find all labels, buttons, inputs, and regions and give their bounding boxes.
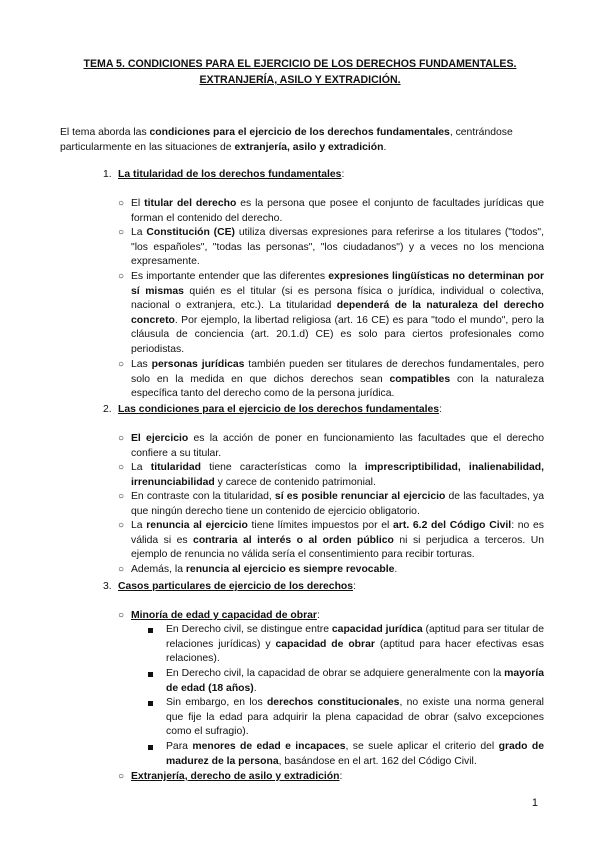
- text-run: tiene límites impuestos por el: [247, 520, 394, 531]
- text-run: . Por ejemplo, la libertad religiosa (art. 16 CE) es para "todo el mundo", pero la cláusula de conciencia (art. 20.1.d) CE) es solo para ciertos profesionales como periodistas.: [131, 314, 544, 355]
- s3-bullet-3: [166, 696, 544, 740]
- text-run: tiene características como la: [200, 462, 365, 473]
- text-run: de las facultades, ya que ningún derecho tiene un contenido de ejercicio obligatorio.: [131, 491, 545, 517]
- text-run: La: [131, 520, 147, 531]
- s1-item-1: [131, 197, 544, 226]
- square-bullet-icon: [148, 672, 153, 677]
- s2-item-5: [131, 563, 544, 578]
- text-run: La: [131, 227, 147, 238]
- bold-text-run: personas jurídicas: [151, 359, 245, 370]
- bold-text-run: grado de madurez de la persona: [166, 741, 544, 767]
- text-run: En Derecho civil, se distingue entre: [166, 624, 332, 635]
- text-run: Es importante entender que las diferentes: [131, 271, 329, 282]
- subsection-extranjeria: Extranjería, derecho de asilo y extradición:: [131, 771, 343, 782]
- bold-text-run: derechos constitucionales: [266, 697, 400, 708]
- square-bullet-icon: [148, 701, 153, 706]
- title-line-2: EXTRANJERÍA, ASILO Y EXTRADICIÓN.: [199, 74, 401, 86]
- bold-text-run: Constitución (CE): [146, 227, 236, 238]
- text-run: La: [131, 462, 151, 473]
- text-run: utiliza diversas expresiones para referirse a los titulares ("todos", "los españoles", "todas las personas", "los ciudadanos") y a veces no los menciona expresamente.: [131, 227, 544, 267]
- bold-text-run: compatibles: [389, 373, 451, 385]
- bold-text-run: titular del derecho: [144, 198, 237, 209]
- text-run: .: [253, 682, 257, 694]
- text-run: Además, la: [131, 564, 186, 575]
- bold-text-run: condiciones para el ejercicio de los derechos fundamentales: [149, 127, 450, 138]
- section-2-number: 2.: [103, 404, 112, 415]
- s3-bullet-1: [166, 623, 544, 667]
- text-run: ni si perjudica a terceros. Un ejemplo de renuncia no válida sería el consentimiento para recibir torturas.: [131, 534, 545, 560]
- bold-text-run: capacidad jurídica: [331, 624, 423, 635]
- s2-item-3: [131, 490, 544, 519]
- subsection-minoria-de-edad: Minoría de edad y capacidad de obrar:: [131, 610, 320, 621]
- text-run: : no es válida si es: [131, 520, 545, 546]
- circle-bullet-icon: ○: [118, 198, 125, 209]
- section-1-heading: La titularidad de los derechos fundamentales:: [118, 169, 345, 180]
- s2-item-2: [131, 461, 544, 490]
- bold-text-run: art. 6.2 del Código Civil: [393, 520, 512, 531]
- text-run: , centrándose particularmente en las situaciones de: [60, 127, 513, 153]
- section-1-number: 1.: [103, 169, 112, 180]
- text-run: En contraste con la titularidad,: [131, 491, 275, 502]
- text-run: también pueden ser titulares de derechos fundamentales, pero solo en la medida en que dichos derechos sean: [131, 359, 544, 385]
- circle-bullet-icon: ○: [118, 564, 125, 575]
- bold-text-run: El ejercicio: [131, 433, 189, 444]
- square-bullet-icon: [148, 745, 153, 750]
- document-title: [60, 56, 540, 88]
- intro-paragraph: [60, 126, 544, 155]
- section-3-number: 3.: [103, 581, 112, 592]
- text-run: es la acción de poner en funcionamiento las facultades que el derecho confiere a su titular.: [131, 433, 544, 459]
- bold-text-run: capacidad de obrar: [275, 638, 375, 650]
- text-run: y carece de contenido patrimonial.: [214, 476, 376, 488]
- section-2-heading: Las condiciones para el ejercicio de los derechos fundamentales:: [118, 404, 442, 415]
- text-run: (aptitud para hacer efectivas esas relaciones).: [166, 638, 544, 664]
- text-run: (aptitud para ser titular de relaciones jurídicas) y: [166, 624, 544, 650]
- circle-bullet-icon: ○: [118, 610, 125, 621]
- bold-text-run: renuncia al ejercicio: [146, 520, 248, 531]
- s3-bullet-2: [166, 667, 544, 696]
- circle-bullet-icon: ○: [118, 491, 125, 502]
- circle-bullet-icon: ○: [118, 227, 125, 238]
- circle-bullet-icon: ○: [118, 271, 125, 282]
- section-3-heading: Casos particulares de ejercicio de los derechos:: [118, 581, 356, 592]
- s3-bullet-4: [166, 740, 544, 769]
- circle-bullet-icon: ○: [118, 771, 125, 782]
- s1-item-3: [131, 270, 544, 357]
- bold-text-run: menores de edad e incapaces: [192, 741, 346, 752]
- text-run: , se suele aplicar el criterio del: [345, 741, 499, 752]
- text-run: .: [383, 141, 387, 153]
- bold-text-run: renuncia al ejercicio es siempre revocable: [185, 564, 395, 575]
- circle-bullet-icon: ○: [118, 433, 125, 444]
- title-line-1: TEMA 5. CONDICIONES PARA EL EJERCICIO DE LOS DERECHOS FUNDAMENTALES.: [83, 58, 517, 70]
- circle-bullet-icon: ○: [118, 359, 125, 370]
- text-run: quién es el titular (si es persona física o jurídica, individual o colectiva, nacional o extranjera, etc.). La titularidad: [131, 285, 544, 311]
- text-run: Sin embargo, en los: [166, 697, 267, 708]
- circle-bullet-icon: ○: [118, 462, 125, 473]
- s1-item-2: [131, 226, 544, 270]
- s2-item-1: [131, 432, 544, 461]
- text-run: , no existe una norma general que fije la edad para adquirir la plena capacidad de obrar (salvo excepciones como el sufragio).: [166, 697, 544, 737]
- bold-text-run: extranjería, asilo y extradición: [234, 141, 384, 153]
- text-run: con la naturaleza específica tanto del derecho como de la persona jurídica.: [131, 373, 544, 399]
- text-run: Las: [131, 359, 152, 370]
- text-run: , basándose en el art. 162 del Código Civil.: [278, 755, 477, 767]
- text-run: .: [394, 564, 398, 575]
- page-number: 1: [531, 797, 538, 809]
- text-run: es la persona que posee el conjunto de facultades jurídicas que forman el contenido del derecho.: [131, 198, 544, 224]
- bold-text-run: mayoría de edad (18 años): [166, 668, 544, 694]
- text-run: En Derecho civil, la capacidad de obrar se adquiere generalmente con la: [166, 668, 505, 679]
- bold-text-run: contraria al interés o al orden público: [193, 534, 394, 546]
- bold-text-run: imprescriptibilidad, inalienabilidad, irrenunciabilidad: [131, 462, 544, 488]
- bold-text-run: expresiones lingüísticas no determinan por sí mismas: [131, 271, 545, 297]
- text-run: Para: [166, 741, 193, 752]
- text-run: El: [131, 198, 145, 209]
- bold-text-run: dependerá de la naturaleza del derecho concreto: [131, 300, 544, 326]
- circle-bullet-icon: ○: [118, 520, 125, 531]
- square-bullet-icon: [148, 628, 153, 633]
- bold-text-run: sí es posible renunciar al ejercicio: [274, 491, 446, 502]
- s2-item-4: [131, 519, 544, 563]
- bold-text-run: titularidad: [150, 462, 201, 473]
- text-run: El tema aborda las: [60, 127, 150, 138]
- s1-item-4: [131, 358, 544, 402]
